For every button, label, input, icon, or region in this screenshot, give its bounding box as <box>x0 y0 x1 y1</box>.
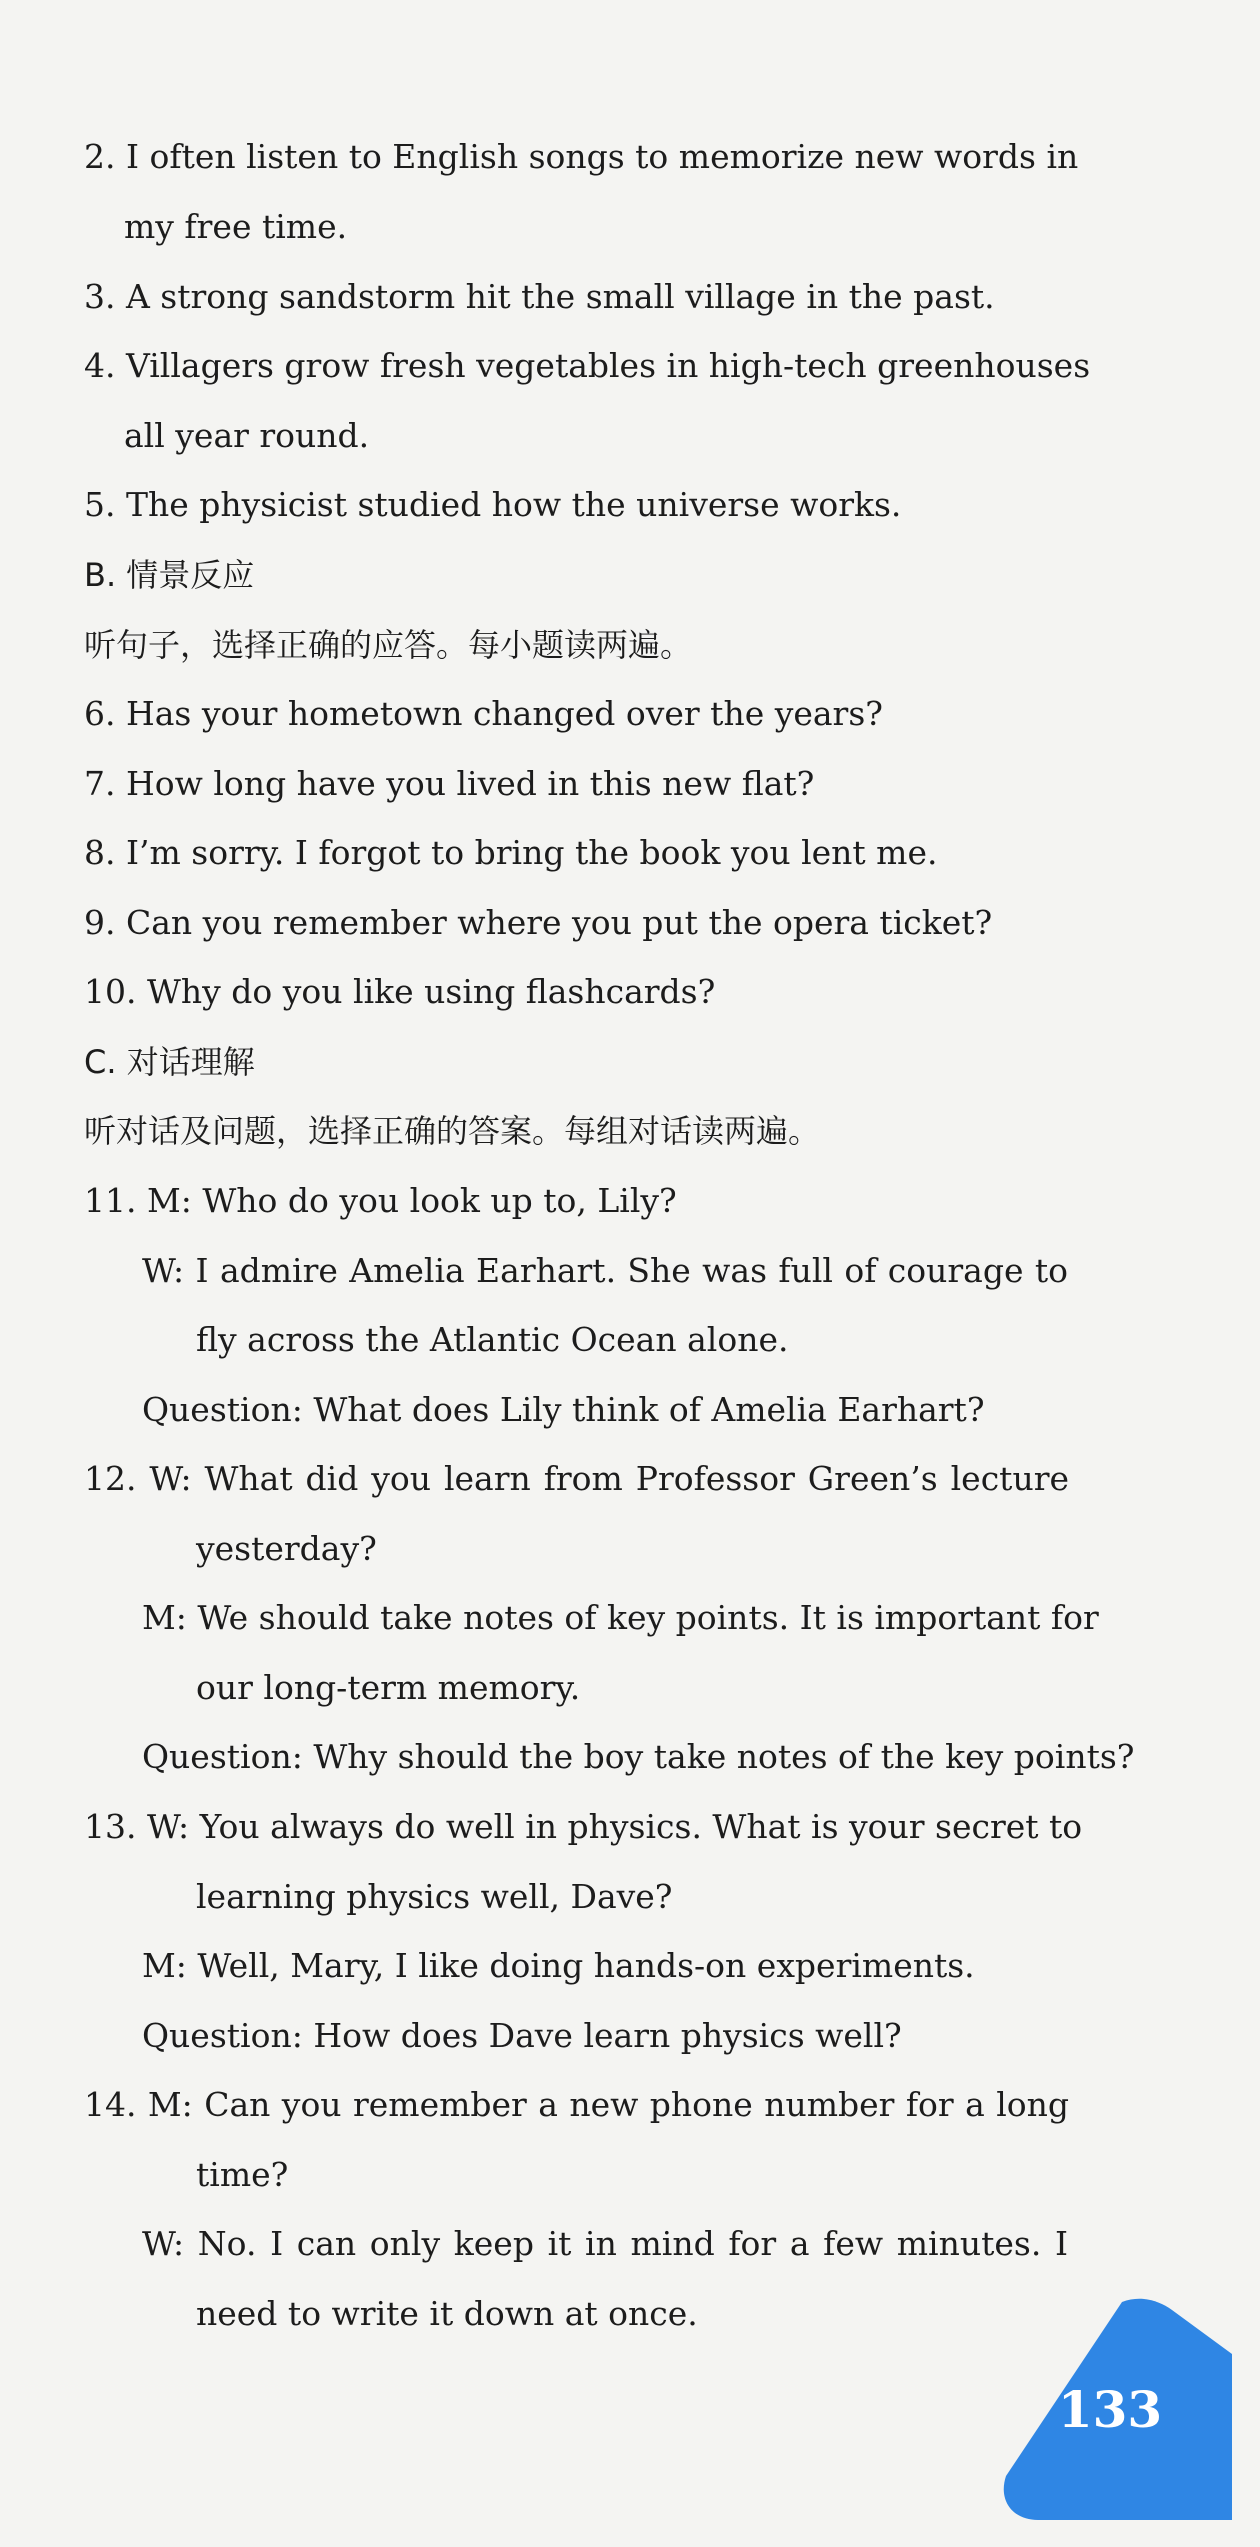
dialogue-11-question: Question: What does Lily think of Amelia Earhart? <box>142 1390 985 1429</box>
dialogue-14-speaker-m-cont: time? <box>196 2155 289 2194</box>
item-2-line-1: 2. I often listen to English songs to memorize new words in <box>84 137 1079 176</box>
item-9: 9. Can you remember where you put the opera ticket? <box>84 903 993 942</box>
dialogue-11-speaker-w: W: I admire Amelia Earhart. She was full of courage to <box>142 1251 1068 1290</box>
section-b-instruction: 听句子，选择正确的应答。每小题读两遍。 <box>84 626 693 664</box>
dialogue-13-question: Question: How does Dave learn physics well? <box>142 2016 902 2055</box>
item-8: 8. I’m sorry. I forgot to bring the book you lent me. <box>84 833 938 872</box>
section-b-heading: B. 情景反应 <box>84 556 255 594</box>
dialogue-11-speaker-w-cont: fly across the Atlantic Ocean alone. <box>196 1320 789 1359</box>
section-c-instruction: 听对话及问题，选择正确的答案。每组对话读两遍。 <box>84 1112 821 1150</box>
item-10: 10. Why do you like using flashcards? <box>84 972 716 1011</box>
page-number: 133 <box>1057 2380 1163 2439</box>
dialogue-12-speaker-m: M: We should take notes of key points. It is important for <box>142 1598 1099 1637</box>
item-7: 7. How long have you lived in this new flat? <box>84 764 815 803</box>
item-2-line-2: my free time. <box>124 207 348 246</box>
dialogue-13-speaker-m: M: Well, Mary, I like doing hands-on experiments. <box>142 1946 975 1985</box>
dialogue-13-speaker-w-cont: learning physics well, Dave? <box>196 1877 673 1916</box>
item-4-line-1: 4. Villagers grow fresh vegetables in high-tech greenhouses <box>84 346 1091 385</box>
dialogue-14-speaker-w-cont: need to write it down at once. <box>196 2294 698 2333</box>
item-5: 5. The physicist studied how the universe works. <box>84 485 902 524</box>
item-6: 6. Has your hometown changed over the years? <box>84 694 883 733</box>
dialogue-14-speaker-m: 14. M: Can you remember a new phone number for a long <box>84 2085 1069 2124</box>
section-c-heading: C. 对话理解 <box>84 1043 255 1081</box>
dialogue-12-question: Question: Why should the boy take notes of the key points? <box>142 1737 1135 1776</box>
item-4-line-2: all year round. <box>124 416 370 455</box>
item-3: 3. A strong sandstorm hit the small village in the past. <box>84 277 995 316</box>
dialogue-12-speaker-m-cont: our long-term memory. <box>196 1668 581 1707</box>
dialogue-12-speaker-w-cont: yesterday? <box>196 1529 377 1568</box>
dialogue-13-speaker-w: 13. W: You always do well in physics. What is your secret to <box>84 1807 1083 1846</box>
dialogue-12-speaker-w: 12. W: What did you learn from Professor Green’s lecture <box>84 1459 1069 1498</box>
dialogue-11-speaker-m: 11. M: Who do you look up to, Lily? <box>84 1181 677 1220</box>
dialogue-14-speaker-w: W: No. I can only keep it in mind for a few minutes. I <box>142 2224 1068 2263</box>
